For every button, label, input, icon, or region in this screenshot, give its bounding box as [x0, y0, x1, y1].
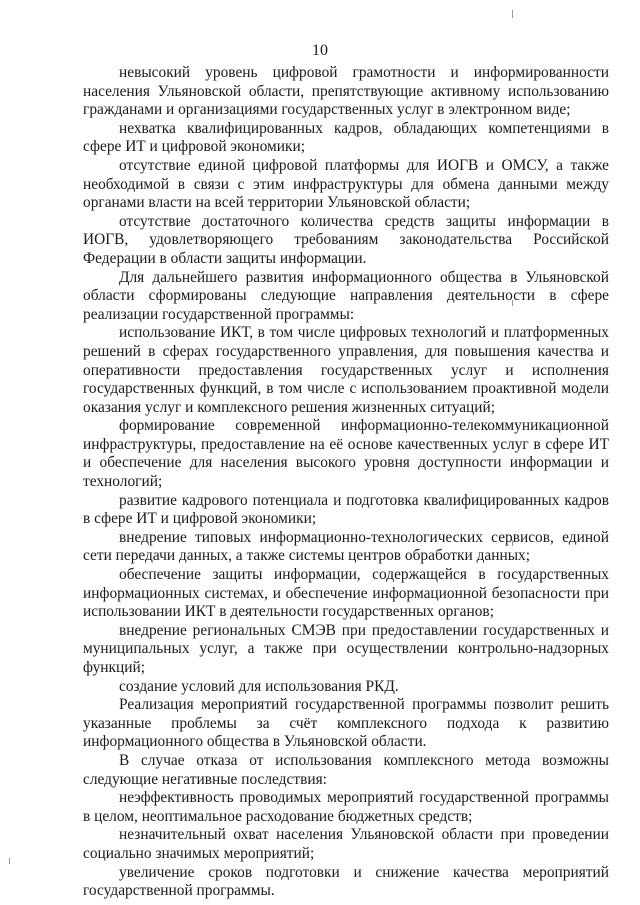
scan-mark: [9, 858, 10, 864]
paragraph: внедрение региональных СМЭВ при предоставлении государственных и муниципальных услуг, а также при осуществлении контрольно-надзорных функций;: [83, 621, 609, 676]
document-body: [83, 64, 609, 901]
paragraph: обеспечение защиты информации, содержащейся в государственных информационных системах, и обеспечение информационной безопасности при использовании ИКТ в деятельности государственных органов;: [83, 566, 609, 621]
page-number: 10: [312, 42, 328, 59]
paragraph: формирование современной информационно-телекоммуникационной инфраструктуры, предоставление на её основе качественных услуг в сфере ИТ и обеспечение для населения высокого уровня доступности информации и технологий;: [83, 417, 609, 491]
paragraph: нехватка квалифицированных кадров, обладающих компетенциями в сфере ИТ и цифровой экономики;: [83, 119, 609, 156]
paragraph: В случае отказа от использования комплексного метода возможны следующие негативные последствия:: [83, 751, 609, 788]
paragraph: неэффективность проводимых мероприятий государственной программы в целом, неоптимальное расходование бюджетных средств;: [83, 789, 609, 825]
scan-mark: [512, 10, 513, 18]
paragraph: увеличение сроков подготовки и снижение качества мероприятий государственной программы.: [83, 863, 609, 900]
paragraph: незначительный охват населения Ульяновской области при проведении социально значимых мероприятий;: [83, 826, 609, 862]
paragraph: Для дальнейшего развития информационного общества в Ульяновской области сформированы следующие направления деятельности в сфере реализации государственной программы:: [83, 268, 609, 323]
paragraph: Реализация мероприятий государственной программы позволит решить указанные проблемы за счёт комплексного подхода к развитию информационного общества в Ульяновской области.: [83, 696, 609, 751]
paragraph: внедрение типовых информационно-технологических сервисов, единой сети передачи данных, а также системы центров обработки данных;: [83, 528, 609, 565]
paragraph: развитие кадрового потенциала и подготовка квалифицированных кадров в сфере ИТ и цифровой экономики;: [83, 491, 609, 528]
paragraph: создание условий для использования РКД.: [119, 677, 399, 695]
paragraph: невысокий уровень цифровой грамотности и информированности населения Ульяновской области, препятствующие активному использованию гражданами и организациями государственных услуг в электронном виде;: [83, 64, 609, 119]
paragraph: использование ИКТ, в том числе цифровых технологий и платформенных решений в сферах государственного управления, для повышения качества и оперативности предоставления государственных услуг и исполнения государственных функций, в том числе с использованием проактивной модели оказания услуг и комплексного решения жизненных ситуаций;: [83, 324, 609, 416]
paragraph: отсутствие единой цифровой платформы для ИОГВ и ОМСУ, а также необходимой в связи с этим инфраструктуры для обмена данными между органами власти на всей территории Ульяновской области;: [83, 156, 609, 212]
paragraph: отсутствие достаточного количества средств защиты информации в ИОГВ, удовлетворяющего требованиям законодательства Российской Федерации в области защиты информации.: [83, 212, 609, 267]
